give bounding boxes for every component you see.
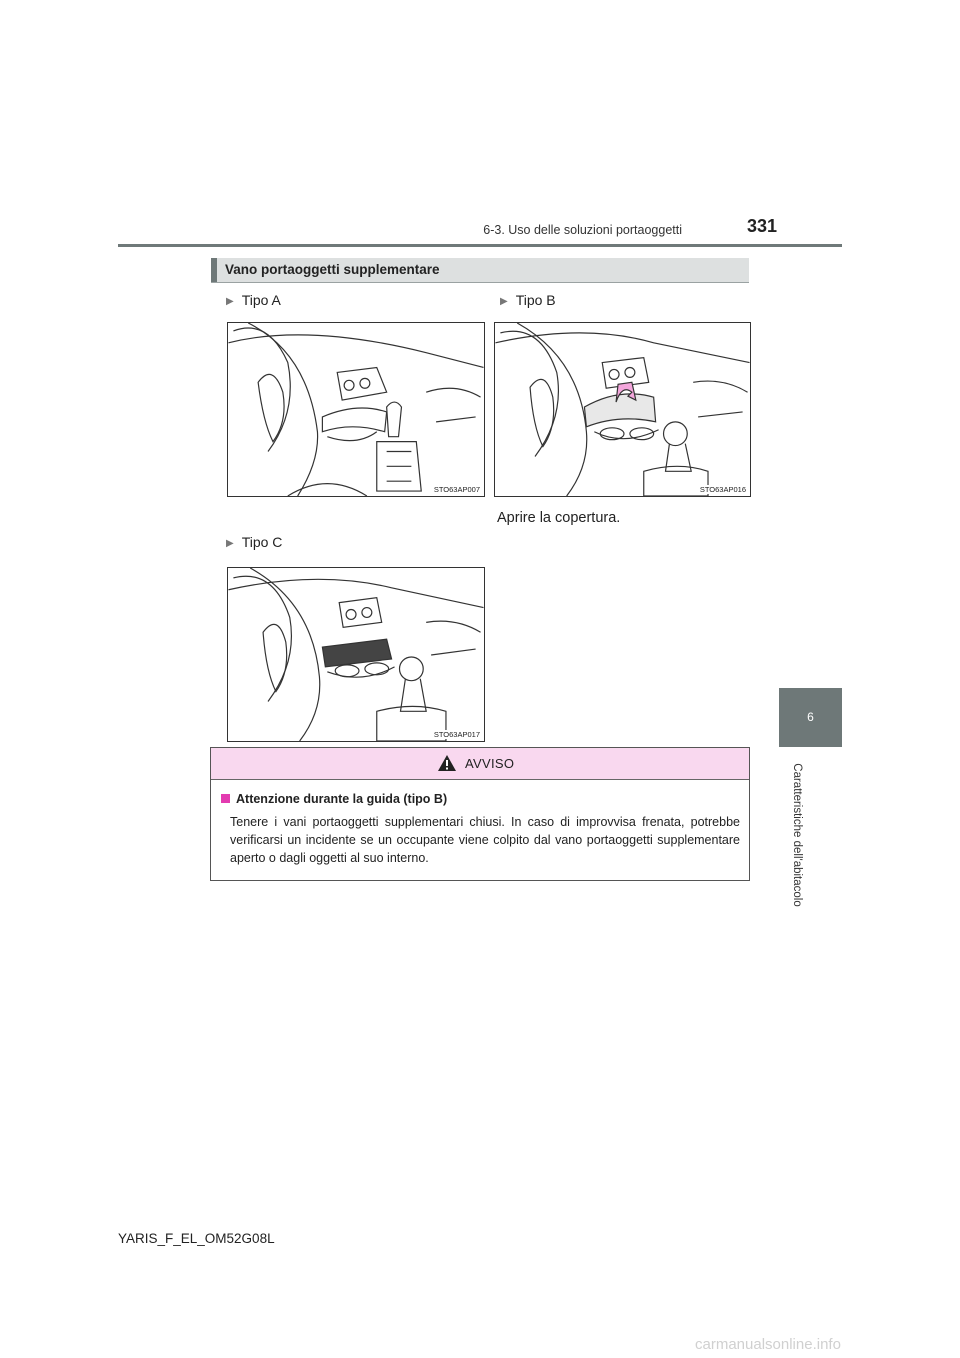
figure-code: STO63AP017 bbox=[433, 730, 480, 739]
chapter-side-label-text: Caratteristiche dell'abitacolo bbox=[791, 763, 803, 907]
option-label: Tipo B bbox=[515, 292, 556, 308]
option-tipo-a bbox=[226, 292, 281, 308]
section-heading-text: Vano portaoggetti supplementare bbox=[225, 262, 440, 277]
triangle-bullet-icon: ▶ bbox=[226, 538, 234, 549]
warning-title: AVVISO bbox=[465, 756, 515, 771]
section-heading-bar bbox=[211, 258, 217, 282]
header-section-title: 6-3. Uso delle soluzioni portaoggetti bbox=[483, 223, 682, 237]
figure-code: STO63AP016 bbox=[699, 485, 746, 494]
figure-tipo-c bbox=[227, 567, 485, 742]
dashboard-illustration-b bbox=[495, 323, 750, 496]
chapter-tab: 6 bbox=[779, 688, 842, 747]
watermark: carmanualsonline.info bbox=[695, 1336, 841, 1353]
warning-header bbox=[211, 748, 749, 780]
triangle-bullet-icon: ▶ bbox=[500, 296, 508, 307]
dashboard-illustration-a bbox=[228, 323, 484, 496]
warning-subtitle bbox=[221, 792, 447, 806]
figure-code: STO63AP007 bbox=[433, 485, 480, 494]
figure-b-caption: Aprire la copertura. bbox=[497, 510, 621, 526]
option-tipo-c bbox=[226, 534, 282, 550]
figure-tipo-a bbox=[227, 322, 485, 497]
warning-body: Tenere i vani portaoggetti supplementari chiusi. In caso di improvvisa frenata, potrebbe verificarsi un incidente se un occupante viene colpito dal vano portaoggetti supplementare aperto o dagli oggetti al suo interno. bbox=[230, 815, 740, 865]
triangle-bullet-icon: ▶ bbox=[226, 296, 234, 307]
document-code: YARIS_F_EL_OM52G08L bbox=[118, 1231, 275, 1246]
page-number: 331 bbox=[746, 216, 777, 236]
warning-box bbox=[210, 747, 750, 881]
warning-subtitle-text: Attenzione durante la guida (tipo B) bbox=[236, 792, 448, 806]
header-rule bbox=[118, 244, 842, 247]
option-tipo-b bbox=[500, 292, 556, 308]
figure-tipo-b bbox=[494, 322, 751, 497]
warning-triangle-icon bbox=[437, 754, 457, 772]
option-label: Tipo A bbox=[241, 292, 281, 308]
section-heading bbox=[211, 258, 749, 283]
square-bullet-icon bbox=[221, 794, 230, 803]
chapter-side-label bbox=[787, 755, 807, 925]
option-label: Tipo C bbox=[241, 534, 283, 550]
dashboard-illustration-c bbox=[228, 568, 484, 741]
